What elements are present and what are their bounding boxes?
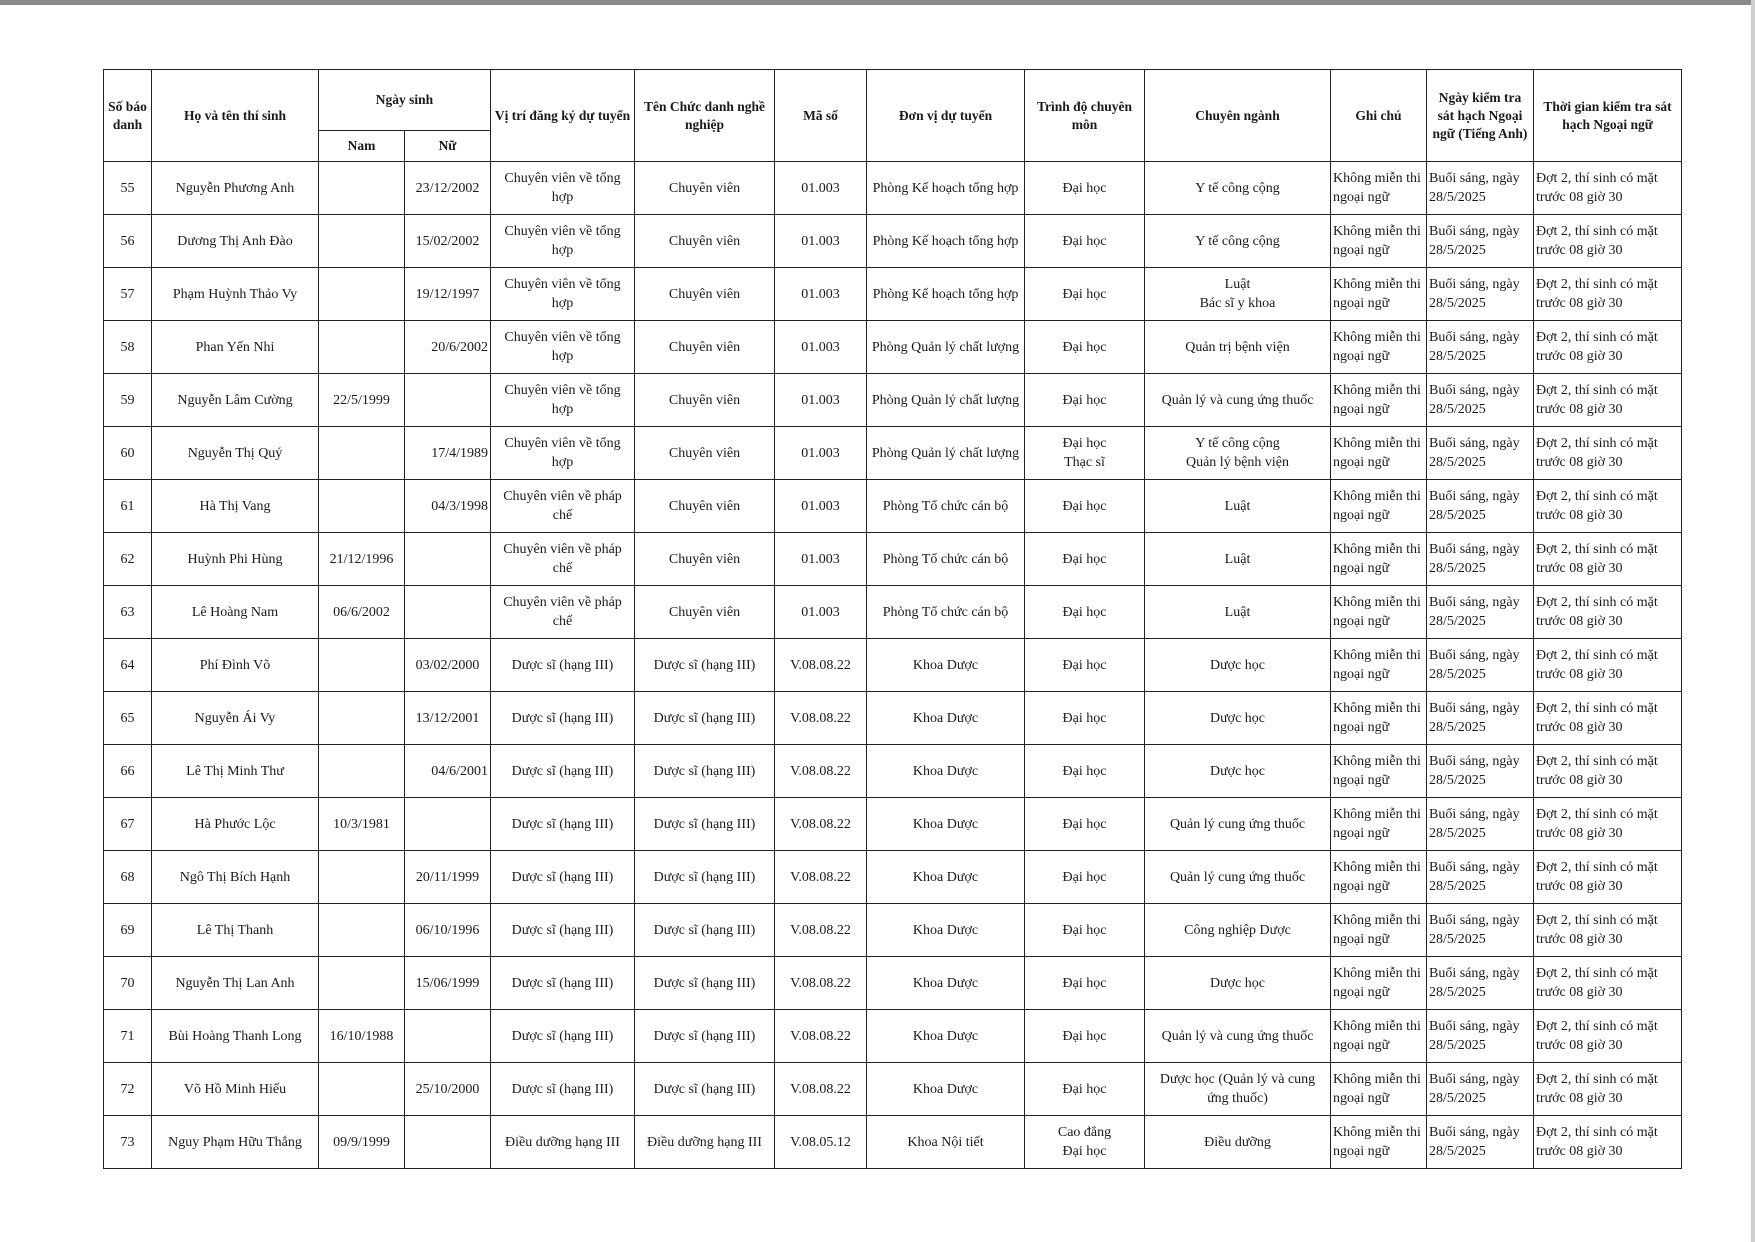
cell-trinh-do: Đại học: [1025, 321, 1145, 374]
cell-ma-so: V.08.08.22: [775, 745, 867, 798]
cell-trinh-do: Cao đẳng Đại học: [1025, 1116, 1145, 1169]
header-ma-so: Mã số: [775, 70, 867, 162]
table-row: [104, 427, 1682, 480]
cell-chuyen-nganh: Luật Bác sĩ y khoa: [1145, 268, 1331, 321]
cell-so-bao-danh: 62: [104, 533, 152, 586]
cell-ngay-sinh-nam: [319, 851, 405, 904]
cell-thoi-gian: Đợt 2, thí sinh có mặt trước 08 giờ 30: [1534, 957, 1682, 1010]
cell-chuyen-nganh: Dược học: [1145, 639, 1331, 692]
table-row: [104, 798, 1682, 851]
cell-ma-so: 01.003: [775, 374, 867, 427]
cell-so-bao-danh: 66: [104, 745, 152, 798]
cell-ngay-kiem-tra: Buổi sáng, ngày 28/5/2025: [1427, 692, 1534, 745]
cell-thoi-gian: Đợt 2, thí sinh có mặt trước 08 giờ 30: [1534, 692, 1682, 745]
cell-chuc-danh: Dược sĩ (hạng III): [635, 798, 775, 851]
cell-ngay-sinh-nam: 22/5/1999: [319, 374, 405, 427]
cell-thoi-gian: Đợt 2, thí sinh có mặt trước 08 giờ 30: [1534, 321, 1682, 374]
cell-don-vi: Phòng Quản lý chất lượng: [867, 427, 1025, 480]
cell-ho-ten: Lê Thị Thanh: [152, 904, 319, 957]
cell-so-bao-danh: 63: [104, 586, 152, 639]
cell-ghi-chu: Không miễn thi ngoại ngữ: [1331, 162, 1427, 215]
cell-vi-tri: Chuyên viên về tổng hợp: [491, 427, 635, 480]
cell-ho-ten: Phạm Huỳnh Thảo Vy: [152, 268, 319, 321]
cell-ngay-kiem-tra: Buổi sáng, ngày 28/5/2025: [1427, 480, 1534, 533]
scan-edge-top: [0, 0, 1755, 5]
cell-vi-tri: Chuyên viên về pháp chế: [491, 533, 635, 586]
cell-chuyen-nganh: Y tế công cộng: [1145, 215, 1331, 268]
cell-don-vi: Khoa Dược: [867, 957, 1025, 1010]
cell-so-bao-danh: 70: [104, 957, 152, 1010]
table-row: [104, 268, 1682, 321]
cell-ma-so: V.08.08.22: [775, 692, 867, 745]
cell-ngay-kiem-tra: Buổi sáng, ngày 28/5/2025: [1427, 586, 1534, 639]
cell-trinh-do: Đại học: [1025, 692, 1145, 745]
cell-chuyen-nganh: Y tế công cộng Quản lý bệnh viện: [1145, 427, 1331, 480]
header-ho-ten: Họ và tên thí sinh: [152, 70, 319, 162]
cell-ho-ten: Nguyễn Thị Quý: [152, 427, 319, 480]
cell-ngay-sinh-nu: 04/6/2001: [405, 745, 491, 798]
cell-so-bao-danh: 58: [104, 321, 152, 374]
cell-ma-so: V.08.08.22: [775, 851, 867, 904]
cell-vi-tri: Điều dưỡng hạng III: [491, 1116, 635, 1169]
cell-don-vi: Khoa Dược: [867, 745, 1025, 798]
cell-ghi-chu: Không miễn thi ngoại ngữ: [1331, 957, 1427, 1010]
cell-chuyen-nganh: Luật: [1145, 533, 1331, 586]
table-row: [104, 745, 1682, 798]
cell-chuc-danh: Dược sĩ (hạng III): [635, 851, 775, 904]
cell-ma-so: V.08.08.22: [775, 639, 867, 692]
cell-ghi-chu: Không miễn thi ngoại ngữ: [1331, 374, 1427, 427]
cell-ngay-kiem-tra: Buổi sáng, ngày 28/5/2025: [1427, 374, 1534, 427]
table-row: [104, 1063, 1682, 1116]
cell-ngay-sinh-nu: 04/3/1998: [405, 480, 491, 533]
cell-don-vi: Phòng Kế hoạch tổng hợp: [867, 215, 1025, 268]
cell-thoi-gian: Đợt 2, thí sinh có mặt trước 08 giờ 30: [1534, 1116, 1682, 1169]
cell-chuc-danh: Dược sĩ (hạng III): [635, 1010, 775, 1063]
cell-so-bao-danh: 64: [104, 639, 152, 692]
cell-ho-ten: Ngô Thị Bích Hạnh: [152, 851, 319, 904]
cell-chuc-danh: Chuyên viên: [635, 374, 775, 427]
cell-vi-tri: Dược sĩ (hạng III): [491, 692, 635, 745]
cell-chuyen-nganh: Dược học: [1145, 957, 1331, 1010]
header-nu: Nữ: [405, 131, 491, 162]
cell-so-bao-danh: 56: [104, 215, 152, 268]
cell-vi-tri: Chuyên viên về tổng hợp: [491, 162, 635, 215]
cell-thoi-gian: Đợt 2, thí sinh có mặt trước 08 giờ 30: [1534, 851, 1682, 904]
cell-don-vi: Khoa Dược: [867, 639, 1025, 692]
candidate-table: [103, 69, 1682, 1169]
cell-vi-tri: Dược sĩ (hạng III): [491, 798, 635, 851]
cell-ho-ten: Dương Thị Anh Đào: [152, 215, 319, 268]
cell-ngay-sinh-nam: 16/10/1988: [319, 1010, 405, 1063]
cell-trinh-do: Đại học: [1025, 162, 1145, 215]
cell-don-vi: Phòng Quản lý chất lượng: [867, 374, 1025, 427]
cell-trinh-do: Đại học Thạc sĩ: [1025, 427, 1145, 480]
cell-ngay-sinh-nu: 19/12/1997: [405, 268, 491, 321]
cell-don-vi: Khoa Dược: [867, 1063, 1025, 1116]
cell-so-bao-danh: 69: [104, 904, 152, 957]
cell-ma-so: 01.003: [775, 427, 867, 480]
cell-chuc-danh: Chuyên viên: [635, 533, 775, 586]
cell-thoi-gian: Đợt 2, thí sinh có mặt trước 08 giờ 30: [1534, 586, 1682, 639]
header-row-1: [104, 70, 1682, 131]
cell-so-bao-danh: 55: [104, 162, 152, 215]
cell-trinh-do: Đại học: [1025, 1010, 1145, 1063]
cell-trinh-do: Đại học: [1025, 215, 1145, 268]
cell-so-bao-danh: 57: [104, 268, 152, 321]
cell-trinh-do: Đại học: [1025, 957, 1145, 1010]
cell-ghi-chu: Không miễn thi ngoại ngữ: [1331, 692, 1427, 745]
cell-ngay-sinh-nu: 06/10/1996: [405, 904, 491, 957]
cell-ngay-sinh-nam: [319, 268, 405, 321]
cell-trinh-do: Đại học: [1025, 745, 1145, 798]
cell-ngay-kiem-tra: Buổi sáng, ngày 28/5/2025: [1427, 1063, 1534, 1116]
cell-so-bao-danh: 61: [104, 480, 152, 533]
table-header: [104, 70, 1682, 162]
header-ghi-chu: Ghi chú: [1331, 70, 1427, 162]
cell-chuyen-nganh: Quản lý và cung ứng thuốc: [1145, 1010, 1331, 1063]
cell-ma-so: V.08.08.22: [775, 1063, 867, 1116]
cell-thoi-gian: Đợt 2, thí sinh có mặt trước 08 giờ 30: [1534, 162, 1682, 215]
cell-thoi-gian: Đợt 2, thí sinh có mặt trước 08 giờ 30: [1534, 215, 1682, 268]
cell-chuc-danh: Dược sĩ (hạng III): [635, 904, 775, 957]
cell-ngay-sinh-nam: [319, 215, 405, 268]
cell-ngay-sinh-nu: [405, 533, 491, 586]
cell-ma-so: V.08.08.22: [775, 904, 867, 957]
header-vi-tri: Vị trí đăng ký dự tuyển: [491, 70, 635, 162]
cell-ngay-sinh-nam: [319, 321, 405, 374]
cell-ngay-sinh-nu: 15/02/2002: [405, 215, 491, 268]
table-row: [104, 374, 1682, 427]
cell-ma-so: V.08.05.12: [775, 1116, 867, 1169]
cell-thoi-gian: Đợt 2, thí sinh có mặt trước 08 giờ 30: [1534, 268, 1682, 321]
cell-chuyen-nganh: Công nghiệp Dược: [1145, 904, 1331, 957]
cell-ma-so: 01.003: [775, 480, 867, 533]
cell-ghi-chu: Không miễn thi ngoại ngữ: [1331, 427, 1427, 480]
cell-thoi-gian: Đợt 2, thí sinh có mặt trước 08 giờ 30: [1534, 427, 1682, 480]
cell-ngay-kiem-tra: Buổi sáng, ngày 28/5/2025: [1427, 215, 1534, 268]
cell-don-vi: Khoa Dược: [867, 851, 1025, 904]
header-thoi-gian: Thời gian kiểm tra sát hạch Ngoại ngữ: [1534, 70, 1682, 162]
header-nam: Nam: [319, 131, 405, 162]
cell-ngay-sinh-nu: 15/06/1999: [405, 957, 491, 1010]
cell-don-vi: Khoa Dược: [867, 692, 1025, 745]
cell-ngay-sinh-nam: [319, 162, 405, 215]
cell-ghi-chu: Không miễn thi ngoại ngữ: [1331, 1116, 1427, 1169]
cell-ho-ten: Hà Phước Lộc: [152, 798, 319, 851]
cell-ngay-sinh-nu: 23/12/2002: [405, 162, 491, 215]
cell-don-vi: Khoa Nội tiết: [867, 1116, 1025, 1169]
cell-ngay-kiem-tra: Buổi sáng, ngày 28/5/2025: [1427, 851, 1534, 904]
cell-ngay-kiem-tra: Buổi sáng, ngày 28/5/2025: [1427, 904, 1534, 957]
cell-ma-so: 01.003: [775, 321, 867, 374]
table-row: [104, 480, 1682, 533]
cell-ho-ten: Lê Hoàng Nam: [152, 586, 319, 639]
cell-thoi-gian: Đợt 2, thí sinh có mặt trước 08 giờ 30: [1534, 904, 1682, 957]
cell-ghi-chu: Không miễn thi ngoại ngữ: [1331, 798, 1427, 851]
header-chuc-danh: Tên Chức danh nghề nghiệp: [635, 70, 775, 162]
cell-trinh-do: Đại học: [1025, 851, 1145, 904]
cell-ngay-sinh-nam: 10/3/1981: [319, 798, 405, 851]
cell-don-vi: Khoa Dược: [867, 904, 1025, 957]
cell-vi-tri: Dược sĩ (hạng III): [491, 1063, 635, 1116]
cell-vi-tri: Chuyên viên về tổng hợp: [491, 374, 635, 427]
cell-ngay-kiem-tra: Buổi sáng, ngày 28/5/2025: [1427, 957, 1534, 1010]
cell-ngay-sinh-nam: [319, 480, 405, 533]
cell-ho-ten: Lê Thị Minh Thư: [152, 745, 319, 798]
cell-don-vi: Phòng Kế hoạch tổng hợp: [867, 162, 1025, 215]
cell-ngay-kiem-tra: Buổi sáng, ngày 28/5/2025: [1427, 745, 1534, 798]
cell-ngay-kiem-tra: Buổi sáng, ngày 28/5/2025: [1427, 1116, 1534, 1169]
cell-chuyen-nganh: Quản trị bệnh viện: [1145, 321, 1331, 374]
cell-ho-ten: Nguyễn Thị Lan Anh: [152, 957, 319, 1010]
cell-ngay-sinh-nu: [405, 798, 491, 851]
header-ngay-kiem-tra: Ngày kiểm tra sát hạch Ngoại ngữ (Tiếng Anh): [1427, 70, 1534, 162]
cell-chuyen-nganh: Quản lý và cung ứng thuốc: [1145, 374, 1331, 427]
cell-thoi-gian: Đợt 2, thí sinh có mặt trước 08 giờ 30: [1534, 1063, 1682, 1116]
cell-ngay-sinh-nam: [319, 427, 405, 480]
header-so-bao-danh: Số báo danh: [104, 70, 152, 162]
cell-so-bao-danh: 67: [104, 798, 152, 851]
cell-ghi-chu: Không miễn thi ngoại ngữ: [1331, 215, 1427, 268]
cell-ngay-sinh-nam: 09/9/1999: [319, 1116, 405, 1169]
table-row: [104, 957, 1682, 1010]
cell-trinh-do: Đại học: [1025, 904, 1145, 957]
cell-vi-tri: Dược sĩ (hạng III): [491, 639, 635, 692]
cell-ngay-sinh-nu: [405, 374, 491, 427]
cell-thoi-gian: Đợt 2, thí sinh có mặt trước 08 giờ 30: [1534, 798, 1682, 851]
cell-ngay-kiem-tra: Buổi sáng, ngày 28/5/2025: [1427, 321, 1534, 374]
cell-chuc-danh: Chuyên viên: [635, 162, 775, 215]
cell-ngay-kiem-tra: Buổi sáng, ngày 28/5/2025: [1427, 427, 1534, 480]
cell-don-vi: Khoa Dược: [867, 798, 1025, 851]
cell-so-bao-danh: 68: [104, 851, 152, 904]
header-ngay-sinh: Ngày sinh: [319, 70, 491, 131]
cell-chuyen-nganh: Luật: [1145, 586, 1331, 639]
cell-ngay-sinh-nu: [405, 1116, 491, 1169]
cell-trinh-do: Đại học: [1025, 480, 1145, 533]
cell-chuc-danh: Dược sĩ (hạng III): [635, 957, 775, 1010]
cell-trinh-do: Đại học: [1025, 268, 1145, 321]
table-row: [104, 1116, 1682, 1169]
cell-so-bao-danh: 59: [104, 374, 152, 427]
table-row: [104, 1010, 1682, 1063]
cell-ngay-sinh-nu: [405, 1010, 491, 1063]
cell-ghi-chu: Không miễn thi ngoại ngữ: [1331, 533, 1427, 586]
table-row: [104, 692, 1682, 745]
table-row: [104, 321, 1682, 374]
cell-ghi-chu: Không miễn thi ngoại ngữ: [1331, 851, 1427, 904]
cell-vi-tri: Chuyên viên về tổng hợp: [491, 215, 635, 268]
cell-vi-tri: Dược sĩ (hạng III): [491, 904, 635, 957]
cell-trinh-do: Đại học: [1025, 586, 1145, 639]
cell-ma-so: V.08.08.22: [775, 1010, 867, 1063]
cell-chuc-danh: Dược sĩ (hạng III): [635, 1063, 775, 1116]
table-row: [104, 904, 1682, 957]
cell-chuyen-nganh: Dược học (Quản lý và cung ứng thuốc): [1145, 1063, 1331, 1116]
cell-trinh-do: Đại học: [1025, 533, 1145, 586]
cell-ho-ten: Nguyễn Phương Anh: [152, 162, 319, 215]
table-row: [104, 533, 1682, 586]
cell-ma-so: V.08.08.22: [775, 798, 867, 851]
cell-so-bao-danh: 65: [104, 692, 152, 745]
cell-ngay-sinh-nu: 20/11/1999: [405, 851, 491, 904]
cell-vi-tri: Dược sĩ (hạng III): [491, 957, 635, 1010]
cell-ngay-kiem-tra: Buổi sáng, ngày 28/5/2025: [1427, 162, 1534, 215]
cell-ghi-chu: Không miễn thi ngoại ngữ: [1331, 639, 1427, 692]
cell-chuc-danh: Chuyên viên: [635, 427, 775, 480]
cell-ho-ten: Hà Thị Vang: [152, 480, 319, 533]
cell-ghi-chu: Không miễn thi ngoại ngữ: [1331, 268, 1427, 321]
cell-vi-tri: Dược sĩ (hạng III): [491, 851, 635, 904]
cell-trinh-do: Đại học: [1025, 374, 1145, 427]
cell-vi-tri: Chuyên viên về pháp chế: [491, 586, 635, 639]
cell-chuyen-nganh: Dược học: [1145, 745, 1331, 798]
cell-ngay-kiem-tra: Buổi sáng, ngày 28/5/2025: [1427, 798, 1534, 851]
cell-ghi-chu: Không miễn thi ngoại ngữ: [1331, 745, 1427, 798]
cell-ngay-sinh-nu: 17/4/1989: [405, 427, 491, 480]
cell-chuc-danh: Chuyên viên: [635, 586, 775, 639]
cell-vi-tri: Chuyên viên về pháp chế: [491, 480, 635, 533]
cell-ngay-sinh-nam: [319, 745, 405, 798]
cell-ngay-sinh-nam: 06/6/2002: [319, 586, 405, 639]
cell-ma-so: 01.003: [775, 586, 867, 639]
cell-don-vi: Khoa Dược: [867, 1010, 1025, 1063]
table-row: [104, 162, 1682, 215]
cell-ngay-sinh-nam: [319, 639, 405, 692]
cell-ho-ten: Huỳnh Phi Hùng: [152, 533, 319, 586]
header-don-vi: Đơn vị dự tuyển: [867, 70, 1025, 162]
cell-ngay-kiem-tra: Buổi sáng, ngày 28/5/2025: [1427, 1010, 1534, 1063]
cell-don-vi: Phòng Tổ chức cán bộ: [867, 533, 1025, 586]
cell-ho-ten: Nguy Phạm Hữu Thắng: [152, 1116, 319, 1169]
cell-ngay-sinh-nam: [319, 904, 405, 957]
cell-trinh-do: Đại học: [1025, 1063, 1145, 1116]
cell-vi-tri: Chuyên viên về tổng hợp: [491, 321, 635, 374]
header-chuyen-nganh: Chuyên ngành: [1145, 70, 1331, 162]
cell-ma-so: V.08.08.22: [775, 957, 867, 1010]
cell-chuc-danh: Chuyên viên: [635, 321, 775, 374]
cell-ngay-sinh-nam: [319, 1063, 405, 1116]
cell-ngay-kiem-tra: Buổi sáng, ngày 28/5/2025: [1427, 533, 1534, 586]
cell-chuc-danh: Chuyên viên: [635, 215, 775, 268]
cell-ho-ten: Phan Yến Nhi: [152, 321, 319, 374]
cell-ngay-sinh-nam: [319, 692, 405, 745]
cell-so-bao-danh: 71: [104, 1010, 152, 1063]
cell-ngay-sinh-nu: 20/6/2002: [405, 321, 491, 374]
cell-ngay-sinh-nam: 21/12/1996: [319, 533, 405, 586]
table-body: [104, 162, 1682, 1169]
cell-so-bao-danh: 72: [104, 1063, 152, 1116]
table-row: [104, 215, 1682, 268]
cell-ghi-chu: Không miễn thi ngoại ngữ: [1331, 904, 1427, 957]
cell-ghi-chu: Không miễn thi ngoại ngữ: [1331, 321, 1427, 374]
cell-don-vi: Phòng Kế hoạch tổng hợp: [867, 268, 1025, 321]
cell-chuc-danh: Dược sĩ (hạng III): [635, 745, 775, 798]
cell-chuyen-nganh: Y tế công cộng: [1145, 162, 1331, 215]
cell-thoi-gian: Đợt 2, thí sinh có mặt trước 08 giờ 30: [1534, 533, 1682, 586]
cell-chuc-danh: Dược sĩ (hạng III): [635, 692, 775, 745]
cell-don-vi: Phòng Tổ chức cán bộ: [867, 586, 1025, 639]
cell-thoi-gian: Đợt 2, thí sinh có mặt trước 08 giờ 30: [1534, 745, 1682, 798]
cell-vi-tri: Chuyên viên về tổng hợp: [491, 268, 635, 321]
cell-ngay-kiem-tra: Buổi sáng, ngày 28/5/2025: [1427, 639, 1534, 692]
cell-vi-tri: Dược sĩ (hạng III): [491, 1010, 635, 1063]
cell-chuyen-nganh: Dược học: [1145, 692, 1331, 745]
cell-vi-tri: Dược sĩ (hạng III): [491, 745, 635, 798]
cell-ngay-sinh-nu: 13/12/2001: [405, 692, 491, 745]
cell-ngay-kiem-tra: Buổi sáng, ngày 28/5/2025: [1427, 268, 1534, 321]
cell-ngay-sinh-nu: [405, 586, 491, 639]
cell-chuyen-nganh: Quản lý cung ứng thuốc: [1145, 851, 1331, 904]
cell-thoi-gian: Đợt 2, thí sinh có mặt trước 08 giờ 30: [1534, 374, 1682, 427]
cell-thoi-gian: Đợt 2, thí sinh có mặt trước 08 giờ 30: [1534, 480, 1682, 533]
cell-ngay-sinh-nu: 25/10/2000: [405, 1063, 491, 1116]
cell-ngay-sinh-nu: 03/02/2000: [405, 639, 491, 692]
table-row: [104, 639, 1682, 692]
cell-don-vi: Phòng Quản lý chất lượng: [867, 321, 1025, 374]
cell-chuyen-nganh: Luật: [1145, 480, 1331, 533]
cell-trinh-do: Đại học: [1025, 639, 1145, 692]
cell-don-vi: Phòng Tổ chức cán bộ: [867, 480, 1025, 533]
table-row: [104, 586, 1682, 639]
cell-chuc-danh: Dược sĩ (hạng III): [635, 639, 775, 692]
cell-ho-ten: Phí Đình Võ: [152, 639, 319, 692]
cell-chuc-danh: Điều dưỡng hạng III: [635, 1116, 775, 1169]
cell-ma-so: 01.003: [775, 268, 867, 321]
cell-thoi-gian: Đợt 2, thí sinh có mặt trước 08 giờ 30: [1534, 1010, 1682, 1063]
cell-ghi-chu: Không miễn thi ngoại ngữ: [1331, 586, 1427, 639]
cell-ho-ten: Nguyễn Lâm Cường: [152, 374, 319, 427]
cell-ghi-chu: Không miễn thi ngoại ngữ: [1331, 1010, 1427, 1063]
cell-ho-ten: Võ Hồ Minh Hiếu: [152, 1063, 319, 1116]
cell-ma-so: 01.003: [775, 533, 867, 586]
cell-thoi-gian: Đợt 2, thí sinh có mặt trước 08 giờ 30: [1534, 639, 1682, 692]
scan-edge-right: [1751, 0, 1755, 1242]
cell-ghi-chu: Không miễn thi ngoại ngữ: [1331, 480, 1427, 533]
candidate-table-container: [103, 69, 1681, 1169]
cell-ho-ten: Nguyễn Ái Vy: [152, 692, 319, 745]
cell-ma-so: 01.003: [775, 162, 867, 215]
cell-chuyen-nganh: Quản lý cung ứng thuốc: [1145, 798, 1331, 851]
cell-chuc-danh: Chuyên viên: [635, 268, 775, 321]
cell-chuyen-nganh: Điều dưỡng: [1145, 1116, 1331, 1169]
cell-ghi-chu: Không miễn thi ngoại ngữ: [1331, 1063, 1427, 1116]
cell-so-bao-danh: 73: [104, 1116, 152, 1169]
cell-ma-so: 01.003: [775, 215, 867, 268]
header-trinh-do: Trình độ chuyên môn: [1025, 70, 1145, 162]
cell-chuc-danh: Chuyên viên: [635, 480, 775, 533]
cell-so-bao-danh: 60: [104, 427, 152, 480]
table-row: [104, 851, 1682, 904]
cell-ngay-sinh-nam: [319, 957, 405, 1010]
cell-trinh-do: Đại học: [1025, 798, 1145, 851]
cell-ho-ten: Bùi Hoàng Thanh Long: [152, 1010, 319, 1063]
